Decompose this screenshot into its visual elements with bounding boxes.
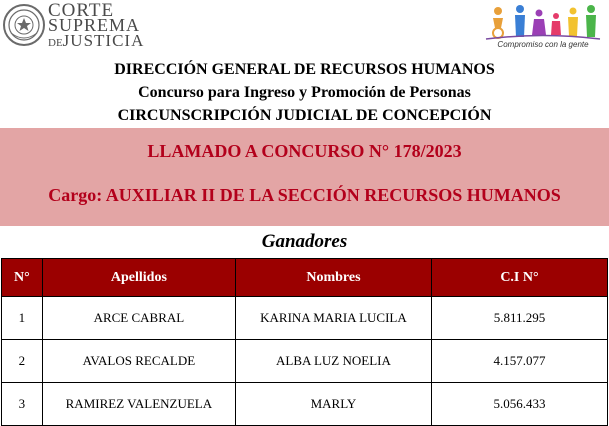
ganadores-table [1, 258, 608, 426]
csj-logo-line1: CORTE [48, 0, 115, 21]
title-direccion: DIRECCIÓN GENERAL DE RECURSOS HUMANOS [114, 61, 495, 78]
table-header-row [2, 259, 608, 297]
column-header-ci: C.I N° [431, 259, 607, 297]
csj-seal-icon [2, 3, 46, 47]
title-circunscripcion: CIRCUNSCRIPCIÓN JUDICIAL DE CONCEPCIÓN [117, 107, 492, 124]
cell-num: 2 [2, 340, 43, 383]
cell-apellidos: ARCE CABRAL [42, 297, 235, 340]
csj-logo-text [48, 0, 145, 51]
ganadores-heading: Ganadores [261, 231, 348, 252]
cell-num: 3 [2, 383, 43, 426]
column-header-apellidos: Apellidos [42, 259, 235, 297]
cell-nombres: MARLY [235, 383, 431, 426]
cell-apellidos: RAMIREZ VALENZUELA [42, 383, 235, 426]
column-header-num: N° [2, 259, 43, 297]
csj-logo-line3-prefix: DE [48, 37, 63, 49]
csj-logo-line3: JUSTICIA [62, 31, 145, 50]
compromiso-logo [484, 2, 602, 54]
llamado-title: LLAMADO A CONCURSO N° 178/2023 [147, 141, 462, 161]
cell-ci: 5.056.433 [431, 383, 607, 426]
page-header [0, 0, 609, 58]
compromiso-slogan: Compromiso con la gente [497, 40, 589, 49]
cargo-title: Cargo: AUXILIAR II DE LA SECCIÓN RECURSOS HUMANOS [48, 185, 561, 205]
csj-logo-line2: SUPREMA [48, 15, 141, 35]
cell-nombres: ALBA LUZ NOELIA [235, 340, 431, 383]
cell-nombres: KARINA MARIA LUCILA [235, 297, 431, 340]
llamado-banner [0, 128, 609, 226]
cell-ci: 5.811.295 [431, 297, 607, 340]
people-figures-icon [484, 2, 602, 40]
title-concurso: Concurso para Ingreso y Promoción de Personas [138, 84, 471, 101]
csj-logo [2, 0, 145, 55]
table-row [2, 297, 608, 340]
column-header-nombres: Nombres [235, 259, 431, 297]
cell-apellidos: AVALOS RECALDE [42, 340, 235, 383]
table-row [2, 340, 608, 383]
cell-ci: 4.157.077 [431, 340, 607, 383]
document-titles [0, 58, 609, 127]
table-row [2, 383, 608, 426]
cell-num: 1 [2, 297, 43, 340]
